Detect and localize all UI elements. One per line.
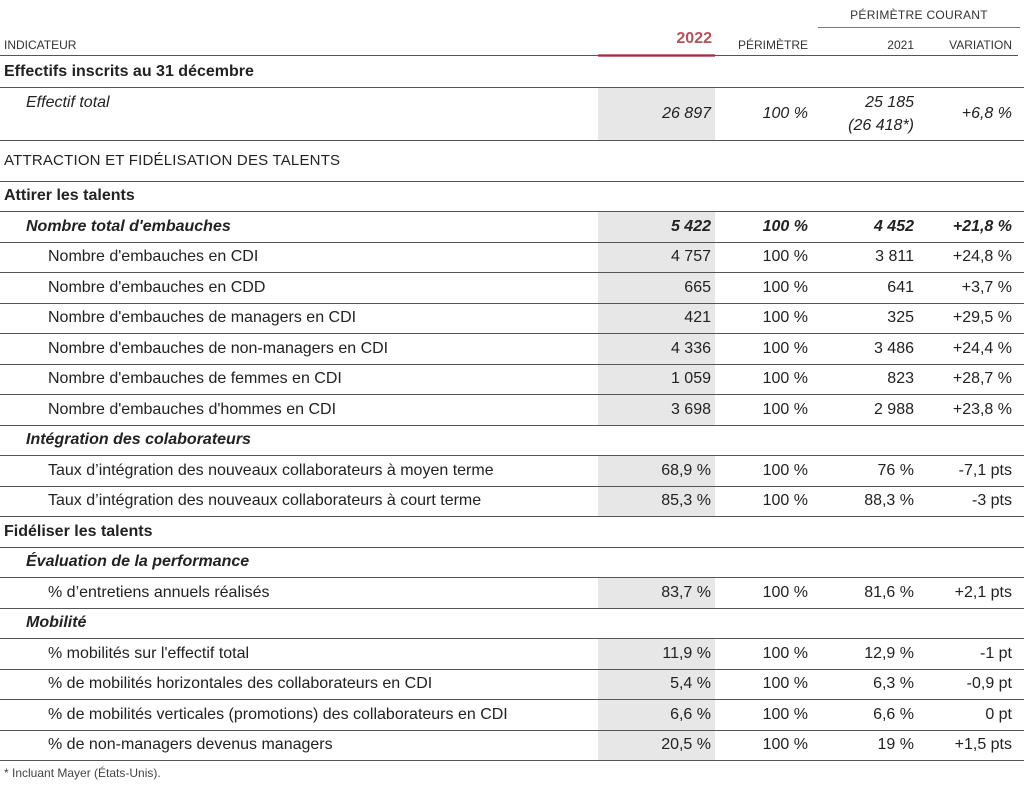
value-2022: 4 757 — [670, 248, 711, 266]
perimetre-courant-heading: PÉRIMÈTRE COURANT — [850, 8, 988, 22]
table-row — [0, 670, 1024, 701]
value-2021: 12,9 % — [864, 644, 914, 662]
value-2021: 6,6 % — [873, 705, 914, 723]
table-row-total — [0, 212, 1024, 243]
value-perimetre: 100 % — [762, 248, 808, 266]
value-perimetre: 100 % — [762, 705, 808, 723]
table-row — [0, 456, 1024, 487]
value-2022: 26 897 — [662, 104, 711, 122]
row-label: Nombre d'embauches en CDD — [48, 278, 266, 296]
value-2021: 3 486 — [873, 339, 914, 357]
row-label: % de non-managers devenus managers — [48, 736, 333, 754]
subsection-title: Intégration des colaborateurs — [26, 431, 251, 449]
row-label: Nombre d'embauches en CDI — [48, 248, 259, 266]
row-label: Nombre d'embauches de femmes en CDI — [48, 370, 342, 388]
value-variation: +6,8 % — [961, 104, 1012, 122]
value-2022: 1 059 — [670, 370, 711, 388]
table-row — [0, 395, 1024, 426]
perimetre-heading: PÉRIMÈTRE — [737, 38, 808, 52]
header-divider — [818, 27, 1020, 28]
value-2021: 3 811 — [875, 248, 914, 266]
value-perimetre: 100 % — [762, 217, 808, 235]
value-variation: +1,5 pts — [954, 736, 1012, 754]
value-2021-note: (26 418*) — [848, 116, 914, 134]
subsection-row-integration — [0, 426, 1024, 457]
table-row — [0, 88, 1024, 141]
table-row — [0, 731, 1024, 762]
value-variation: -3 pts — [971, 492, 1012, 510]
value-2022: 20,5 % — [661, 736, 711, 754]
row-label: Nombre d'embauches de managers en CDI — [48, 309, 357, 327]
embauches-rows — [0, 243, 1024, 426]
row-label: % de mobilités horizontales des collaborateurs en CDI — [48, 675, 433, 693]
value-2021: 325 — [887, 309, 914, 327]
row-label: Taux d’intégration des nouveaux collaborateurs à court terme — [48, 492, 482, 510]
table-row — [0, 273, 1024, 304]
value-2021: 4 452 — [873, 217, 914, 235]
footnote: * Incluant Mayer (États-Unis). — [4, 766, 161, 780]
value-2021 — [830, 88, 914, 140]
value-perimetre: 100 % — [762, 104, 808, 122]
table-row — [0, 700, 1024, 731]
value-variation: +28,7 % — [952, 370, 1012, 388]
value-2021: 19 % — [877, 736, 914, 754]
table-header — [0, 0, 1024, 57]
variation-heading: VARIATION — [949, 38, 1012, 52]
section-row-attirer — [0, 182, 1024, 213]
table-row — [0, 487, 1024, 518]
value-2021: 81,6 % — [864, 583, 914, 601]
value-perimetre: 100 % — [762, 461, 808, 479]
year-2021-heading: 2021 — [887, 38, 914, 52]
value-2022: 665 — [684, 278, 711, 296]
mobilite-rows — [0, 639, 1024, 761]
value-2021-main: 25 185 — [865, 93, 914, 111]
integration-rows — [0, 456, 1024, 517]
row-label: Nombre d'embauches d'hommes en CDI — [48, 400, 337, 418]
section-title: ATTRACTION ET FIDÉLISATION DES TALENTS — [4, 152, 341, 169]
subsection-row-mobilite — [0, 609, 1024, 640]
table-row — [0, 334, 1024, 365]
table-row — [0, 304, 1024, 335]
row-label: Effectif total — [26, 93, 110, 111]
value-2021: 6,3 % — [873, 675, 914, 693]
indicateur-heading: INDICATEUR — [4, 38, 77, 52]
value-2022: 68,9 % — [661, 461, 711, 479]
evaluation-rows — [0, 578, 1024, 609]
value-2022: 3 698 — [670, 400, 711, 418]
value-variation: +23,8 % — [952, 400, 1012, 418]
value-perimetre: 100 % — [762, 278, 808, 296]
value-2022: 85,3 % — [661, 492, 711, 510]
value-2022: 4 336 — [670, 339, 711, 357]
value-perimetre: 100 % — [762, 309, 808, 327]
value-2022: 11,9 % — [662, 644, 711, 662]
value-variation: +24,4 % — [952, 339, 1012, 357]
header-bottom-rule — [0, 55, 1018, 56]
value-variation: +2,1 pts — [954, 583, 1012, 601]
value-2022: 5 422 — [670, 217, 711, 235]
row-label: Taux d’intégration des nouveaux collaborateurs à moyen terme — [48, 461, 494, 479]
row-label: % de mobilités verticales (promotions) des collaborateurs en CDI — [48, 705, 508, 723]
row-label: Nombre total d'embauches — [26, 217, 231, 235]
value-2021: 641 — [887, 278, 914, 296]
value-variation: -7,1 pts — [958, 461, 1012, 479]
value-2021: 2 988 — [873, 400, 914, 418]
value-perimetre: 100 % — [762, 675, 808, 693]
value-2022: 83,7 % — [661, 583, 711, 601]
row-label: % mobilités sur l'effectif total — [48, 644, 250, 662]
row-label: % d’entretiens annuels réalisés — [48, 583, 270, 601]
section-title: Fidéliser les talents — [4, 522, 153, 540]
value-2021: 823 — [887, 370, 914, 388]
value-2022: 6,6 % — [670, 705, 711, 723]
section-title: Effectifs inscrits au 31 décembre — [4, 62, 254, 80]
value-variation: +21,8 % — [952, 217, 1012, 235]
value-perimetre: 100 % — [762, 492, 808, 510]
row-label: Nombre d'embauches de non-managers en CDI — [48, 339, 389, 357]
table-row — [0, 365, 1024, 396]
table-row — [0, 578, 1024, 609]
value-2022: 5,4 % — [670, 675, 711, 693]
section-row-attraction — [0, 141, 1024, 182]
value-perimetre: 100 % — [762, 400, 808, 418]
value-variation: 0 pt — [985, 705, 1012, 723]
section-row-effectifs — [0, 57, 1024, 88]
section-row-fideliser — [0, 517, 1024, 548]
value-perimetre: 100 % — [762, 583, 808, 601]
value-variation: +29,5 % — [952, 309, 1012, 327]
value-variation: +3,7 % — [961, 278, 1012, 296]
value-perimetre: 100 % — [762, 644, 808, 662]
value-perimetre: 100 % — [762, 370, 808, 388]
year-2022-heading: 2022 — [676, 30, 712, 47]
value-2022: 421 — [684, 309, 711, 327]
subsection-row-evaluation — [0, 548, 1024, 579]
value-perimetre: 100 % — [762, 736, 808, 754]
subsection-title: Mobilité — [26, 614, 87, 632]
section-title: Attirer les talents — [4, 187, 135, 205]
table-row — [0, 639, 1024, 670]
value-2021: 88,3 % — [864, 492, 914, 510]
value-2021: 76 % — [877, 461, 914, 479]
subsection-title: Évaluation de la performance — [26, 553, 250, 571]
value-variation: -1 pt — [979, 644, 1012, 662]
value-variation: -0,9 pt — [966, 675, 1012, 693]
value-variation: +24,8 % — [952, 248, 1012, 266]
table-row — [0, 243, 1024, 274]
value-perimetre: 100 % — [762, 339, 808, 357]
